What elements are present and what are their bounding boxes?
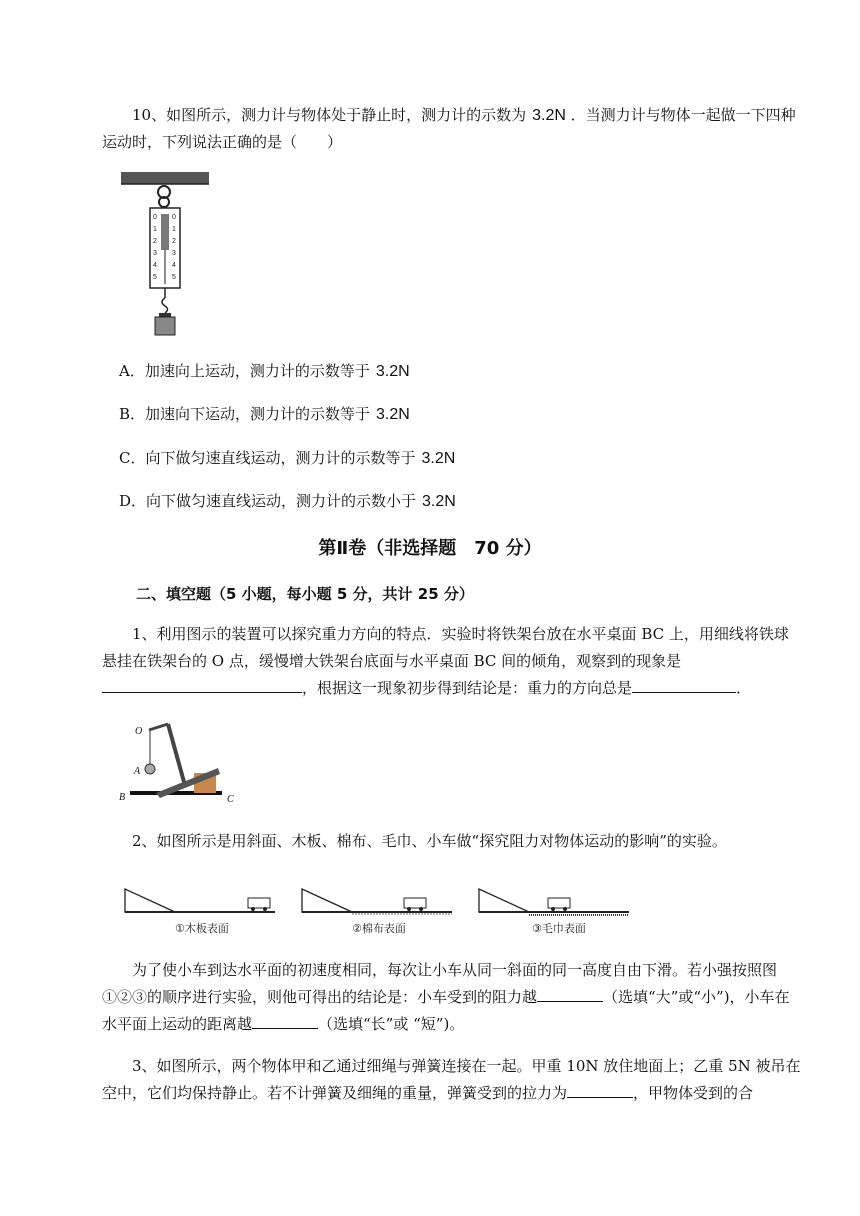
scale-number: 0 bbox=[172, 214, 176, 221]
ceiling-bar bbox=[121, 172, 209, 184]
scale-number: 1 bbox=[172, 226, 176, 233]
scale-number: 3 bbox=[153, 250, 157, 257]
section-heading: 二、填空题（5 小题，每小题 5 分，共计 25 分） bbox=[136, 585, 474, 603]
surface-label: ①木板表面 bbox=[175, 922, 229, 935]
panel-cotton-surface bbox=[302, 889, 452, 935]
spring-scale-figure bbox=[118, 170, 213, 340]
iron-ball bbox=[145, 764, 155, 774]
iron-stand-figure bbox=[116, 716, 241, 808]
question-3: 3、如图所示，两个物体甲和乙通过细绳与弹簧连接在一起。甲重 10N 放住地面上；乙重 5N 被吊在空中，它们均保持静止。若不计弹簧及细绳的重量，弹簧受到的拉力为 ，甲物体受到的合 bbox=[102, 1057, 801, 1102]
q1-text: 1、利用图示的装置可以探究重力方向的特点．实验时将铁架台放在水平桌面 BC 上，用细线将铁球悬挂在铁架台的 O 点，缓慢增大铁架台底面与水平桌面 BC 间的倾角，观察到的现象是 bbox=[102, 625, 789, 670]
q10-reading: 3.2N bbox=[532, 107, 566, 124]
stand-pole bbox=[168, 724, 184, 782]
q3-blank-1[interactable] bbox=[567, 1081, 633, 1098]
q10-option-d: D．向下做匀速直线运动，测力计的示数小于 3.2N bbox=[119, 492, 456, 510]
scale-number: 5 bbox=[172, 274, 176, 281]
question-10-stem bbox=[102, 102, 802, 156]
scale-number: 5 bbox=[153, 274, 157, 281]
q2-blank-1[interactable] bbox=[537, 985, 603, 1002]
part2-title: 第Ⅱ卷（非选择题 70 分） bbox=[318, 538, 542, 559]
q1-text-2: ，根据这一现象初步得到结论是：重力的方向总是 bbox=[302, 679, 633, 697]
q2-blank-2[interactable] bbox=[252, 1012, 318, 1029]
q10-option-a: A．加速向上运动，测力计的示数等于 3.2N bbox=[119, 362, 410, 380]
question-1: 1、利用图示的装置可以探究重力方向的特点．实验时将铁架台放在水平桌面 BC 上，用细线将铁球悬挂在铁架台的 O 点，缓慢增大铁架台底面与水平桌面 BC 间的倾角，观察到的现象是，根据这一现象初步得到结论是：重力的方向总是 ． bbox=[102, 625, 789, 697]
stand-arm bbox=[149, 724, 168, 730]
q10-stem-text-2: ．当测力计与物体一起做一下四种运动时，下列说法正确的是（ ） bbox=[102, 106, 796, 151]
scale-number: 2 bbox=[172, 238, 176, 245]
weight-block bbox=[155, 317, 175, 335]
q10-stem-text: 10、如图所示，测力计与物体处于静止时，测力计的示数为 bbox=[132, 106, 527, 124]
surface-label: ②棉布表面 bbox=[352, 922, 406, 935]
label-a: A bbox=[134, 766, 141, 777]
incline-experiment-figure bbox=[120, 884, 635, 942]
scale-number: 2 bbox=[153, 238, 157, 245]
q1-blank-2[interactable] bbox=[632, 676, 736, 693]
scale-number: 1 bbox=[153, 226, 157, 233]
scale-number: 4 bbox=[153, 262, 157, 269]
panel-towel-surface bbox=[479, 889, 629, 935]
scale-number: 0 bbox=[153, 214, 157, 221]
surface-label: ③毛巾表面 bbox=[532, 922, 586, 935]
q1-blank-1[interactable] bbox=[102, 676, 302, 693]
question-2: 2、如图所示是用斜面、木板、棉布、毛巾、小车做“探究阻力对物体运动的影响”的实验。 bbox=[132, 832, 727, 850]
scale-number: 3 bbox=[172, 250, 176, 257]
lower-hook bbox=[162, 298, 168, 313]
scale-number: 4 bbox=[172, 262, 176, 269]
q10-option-c: C．向下做匀速直线运动，测力计的示数等于 3.2N bbox=[119, 449, 456, 467]
label-c: C bbox=[227, 794, 234, 805]
label-o: O bbox=[135, 726, 143, 737]
question-2-paragraph: 为了使小车到达水平面的初速度相同，每次让小车从同一斜面的同一高度自由下滑。若小强按照图①②③的顺序进行实验，则他可得出的结论是：小车受到的阻力越 （选填“大”或“小”)，小车在水平面上运动的距离越 （选填“长”或 “短”)。 bbox=[102, 961, 790, 1033]
scale-spring bbox=[161, 214, 169, 250]
label-b: B bbox=[119, 792, 126, 803]
q10-option-b: B．加速向下运动，测力计的示数等于 3.2N bbox=[119, 405, 410, 423]
panel-wood-surface bbox=[125, 889, 275, 935]
